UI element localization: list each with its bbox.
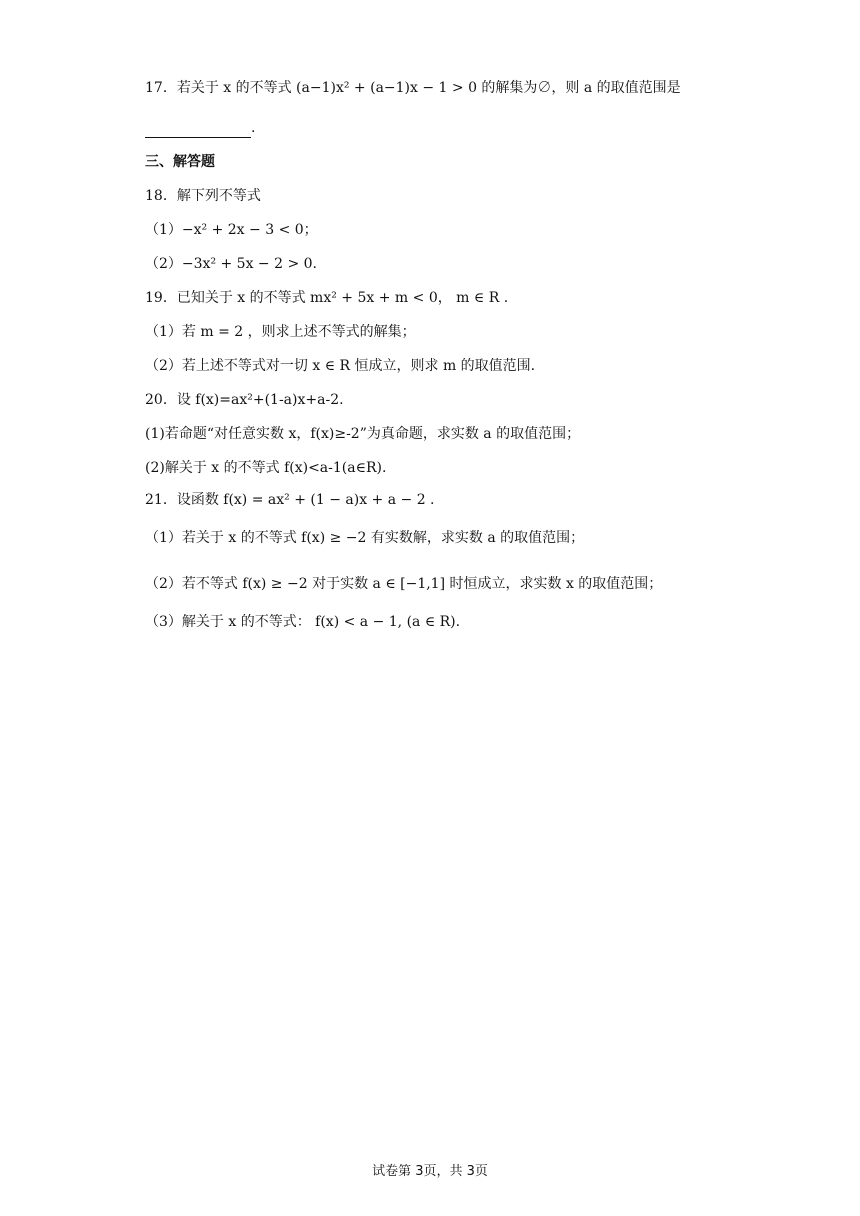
- question-19-part-2: （2）若上述不等式对一切 x ∈ R 恒成立，则求 m 的取值范围.: [145, 358, 536, 374]
- question-21-title: 21．设函数 f(x) = ax² + (1 − a)x + a − 2 .: [145, 492, 435, 508]
- question-19-title: 19．已知关于 x 的不等式 mx² + 5x + m < 0， m ∈ R .: [145, 290, 509, 306]
- question-21-part-1: （1）若关于 x 的不等式 f(x) ≥ −2 有实数解，求实数 a 的取值范围；: [145, 530, 585, 546]
- answer-blank-suffix: .: [251, 120, 256, 136]
- answer-blank: [145, 125, 251, 138]
- section-3-title: 三、解答题: [145, 154, 215, 170]
- question-20-part-2: (2)解关于 x 的不等式 f(x)<a-1(a∈R).: [145, 460, 387, 476]
- question-21-part-3: （3）解关于 x 的不等式： f(x) < a − 1, (a ∈ R).: [145, 614, 461, 630]
- question-18-title: 18．解下列不等式: [145, 188, 261, 204]
- question-20-title: 20．设 f(x)=ax²+(1-a)x+a-2.: [145, 392, 344, 408]
- question-19-part-1: （1）若 m = 2 ，则求上述不等式的解集；: [145, 324, 416, 340]
- question-20-part-1: (1)若命题“对任意实数 x，f(x)≥-2”为真命题，求实数 a 的取值范围；: [145, 426, 581, 442]
- question-17: [145, 78, 800, 98]
- question-17-answer-blank: [145, 118, 800, 138]
- question-18-part-1: （1）−x² + 2x − 3 < 0；: [145, 222, 318, 238]
- question-21-part-2: （2）若不等式 f(x) ≥ −2 对于实数 a ∈ [−1,1] 时恒成立，求实数 x 的取值范围；: [145, 576, 663, 592]
- question-18-part-2: （2）−3x² + 5x − 2 > 0.: [145, 256, 318, 272]
- page-footer: 试卷第 3页，共 3页: [372, 1164, 488, 1179]
- question-17-text: 17．若关于 x 的不等式 (a−1)x² + (a−1)x − 1 > 0 的解集为∅，则 a 的取值范围是: [145, 80, 681, 96]
